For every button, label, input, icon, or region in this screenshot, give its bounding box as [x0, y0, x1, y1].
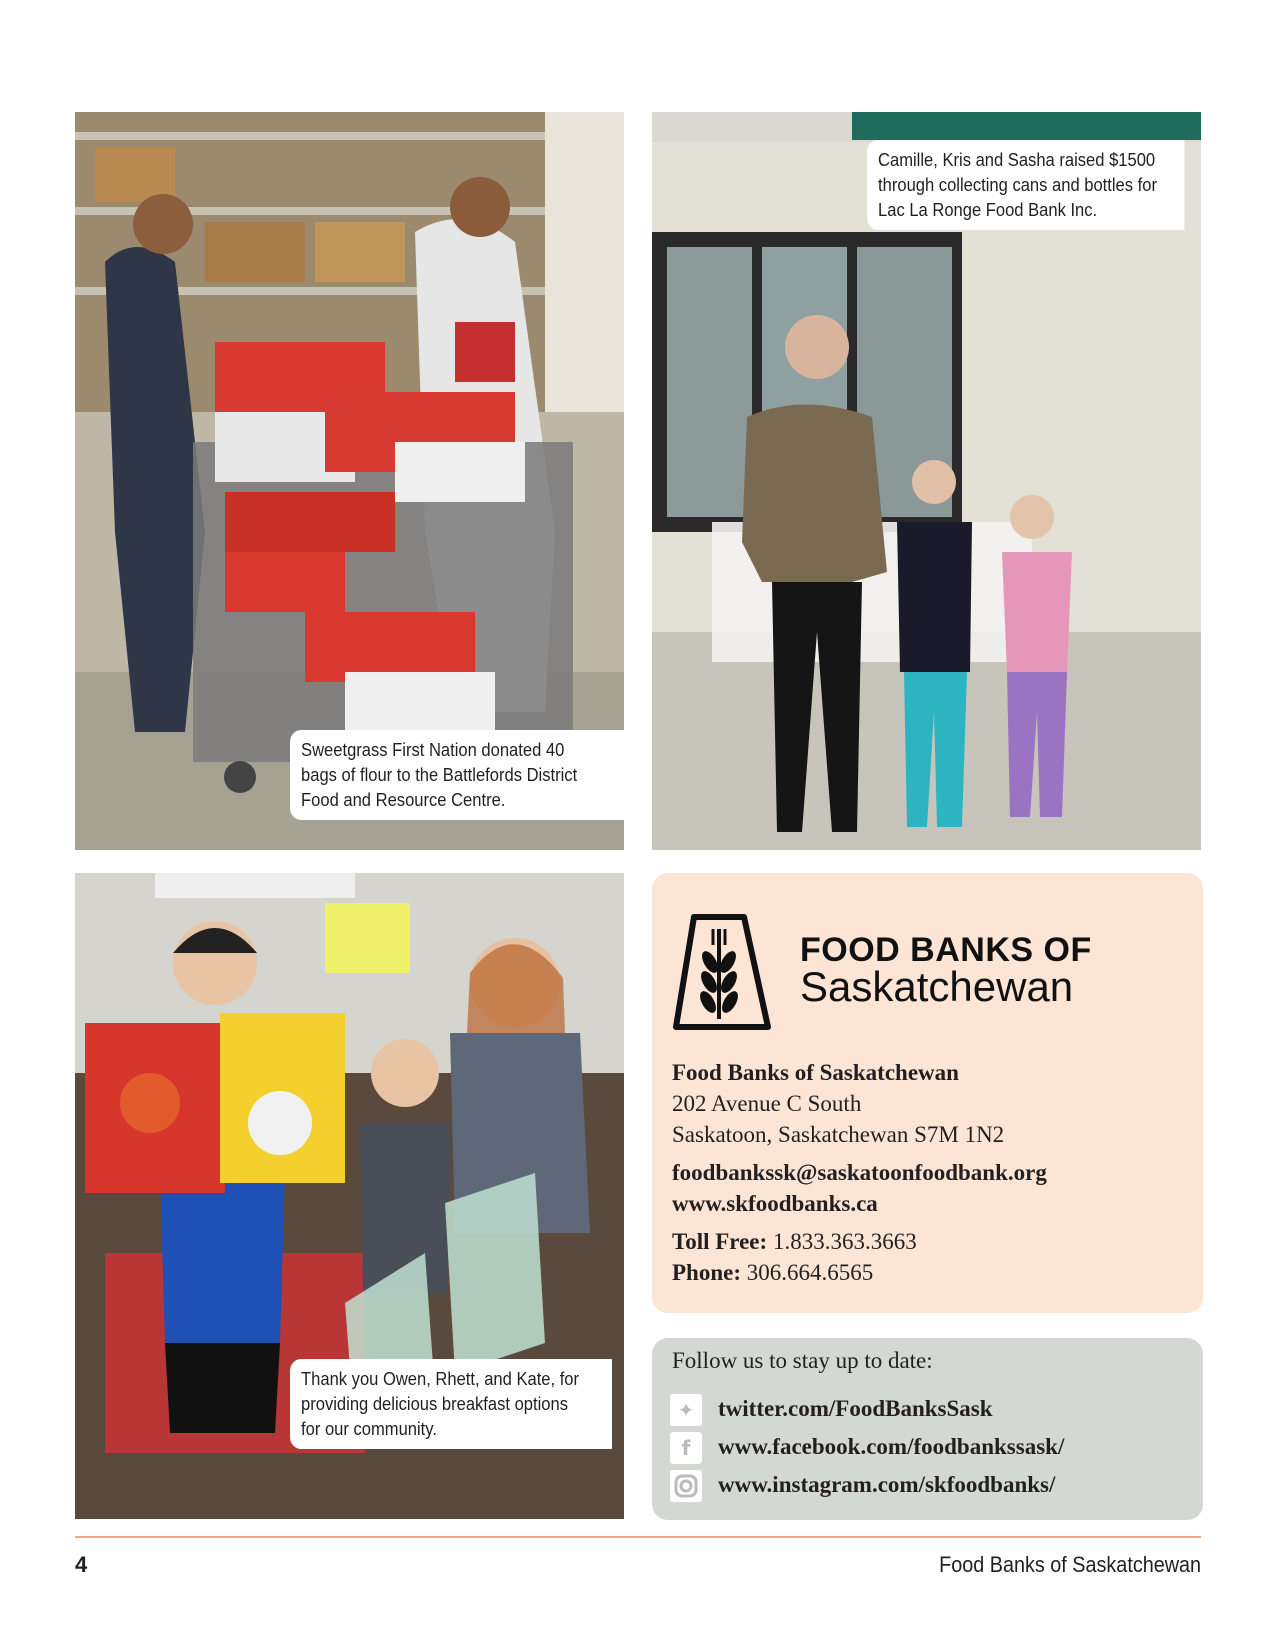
phone-line: Phone: 306.664.6565: [672, 1260, 874, 1285]
twitter-link[interactable]: twitter.com/FoodBanksSask: [718, 1396, 993, 1421]
social-title: Follow us to stay up to date:: [672, 1348, 933, 1373]
email-link[interactable]: foodbankssk@saskatoonfoodbank.org: [672, 1160, 1047, 1185]
caption-line: Lac La Ronge Food Bank Inc.: [878, 200, 1098, 220]
logo-title: FOOD BANKS OF: [800, 931, 1092, 969]
caption-line: Sweetgrass First Nation donated 40: [301, 740, 565, 760]
website-link[interactable]: www.skfoodbanks.ca: [672, 1191, 878, 1216]
page-number: 4: [75, 1552, 88, 1577]
address-line: 202 Avenue C South: [672, 1091, 862, 1116]
facebook-link[interactable]: www.facebook.com/foodbankssask/: [718, 1434, 1065, 1459]
instagram-link[interactable]: www.instagram.com/skfoodbanks/: [718, 1472, 1056, 1497]
wheat-logo-icon: [672, 907, 772, 1037]
photo-caption: [290, 1359, 612, 1449]
photo-can-drive: [652, 112, 1201, 850]
org-name: Food Banks of Saskatchewan: [672, 1060, 959, 1085]
contact-details: [672, 1057, 1047, 1288]
caption-line: Camille, Kris and Sasha raised $1500: [878, 150, 1156, 170]
caption-line: bags of flour to the Battlefords District: [301, 765, 578, 785]
photo-caption: [867, 140, 1184, 230]
caption-line: providing delicious breakfast options: [301, 1394, 568, 1414]
photo-breakfast-donation: [75, 873, 624, 1519]
logo: [672, 907, 1092, 1037]
instagram-icon: [670, 1470, 702, 1502]
twitter-icon: ✦: [670, 1394, 702, 1426]
logo-subtitle: Saskatchewan: [800, 963, 1074, 1010]
caption-line: Food and Resource Centre.: [301, 790, 506, 810]
address-line: Saskatoon, Saskatchewan S7M 1N2: [672, 1122, 1005, 1147]
contact-panel: [652, 873, 1203, 1313]
phone-number: 306.664.6565: [746, 1260, 874, 1285]
caption-line: through collecting cans and bottles for: [878, 175, 1157, 195]
footer-divider: [75, 1536, 1201, 1538]
facebook-icon: f: [670, 1432, 702, 1464]
tollfree-number: 1.833.363.3663: [772, 1229, 917, 1254]
photo-flour-donation: [75, 112, 624, 850]
caption-line: for our community.: [301, 1419, 437, 1439]
footer-title: Food Banks of Saskatchewan: [939, 1552, 1201, 1577]
social-panel: [652, 1338, 1203, 1520]
tollfree-line: Toll Free: 1.833.363.3663: [672, 1229, 917, 1254]
photo-caption: [290, 730, 624, 820]
caption-line: Thank you Owen, Rhett, and Kate, for: [301, 1369, 580, 1389]
